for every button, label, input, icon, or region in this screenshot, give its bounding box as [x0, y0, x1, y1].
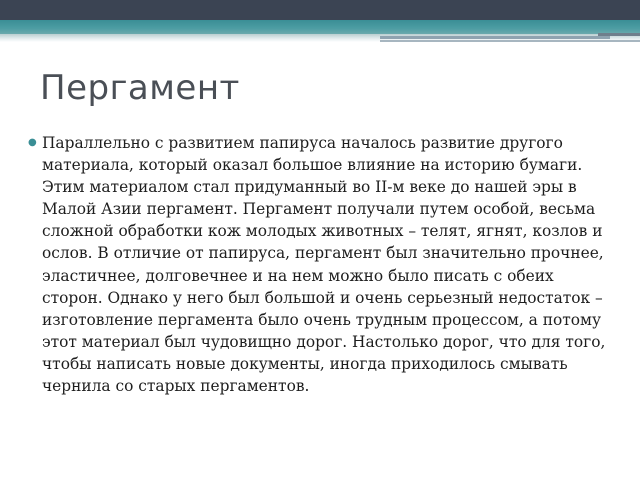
header-accent-line — [598, 33, 640, 36]
header-accent-line — [380, 36, 610, 39]
bullet-dot-icon: ● — [28, 137, 37, 148]
bullet-item — [28, 132, 608, 397]
header-accent-line — [380, 40, 640, 42]
bullet-paragraph: Параллельно с развитием папируса началось развитие другого материала, который оказал большое влияние на историю бумаги. Этим материалом стал придуманный во II-м веке до нашей эры в Малой Азии пергамент. Пергамент получали путем особой, весьма сложной обработки кож молодых животных – телят, ягнят, козлов и ослов. В отличие от папируса, пергамент был значительно прочнее, эластичнее, долговечнее и на нем можно было писать с обеих сторон. Однако у него был большой и очень серьезный недостаток – изготовление пергамента было очень трудным процессом, а потому этот материал был чудовищно дорог. Настолько дорог, что для того, чтобы написать новые документы, иногда приходилось смывать чернила со старых пергаментов. — [42, 134, 606, 396]
slide-title: Пергамент — [40, 68, 240, 108]
header-band-teal — [0, 20, 640, 34]
slide-body — [28, 132, 608, 397]
header-band-dark — [0, 0, 640, 20]
